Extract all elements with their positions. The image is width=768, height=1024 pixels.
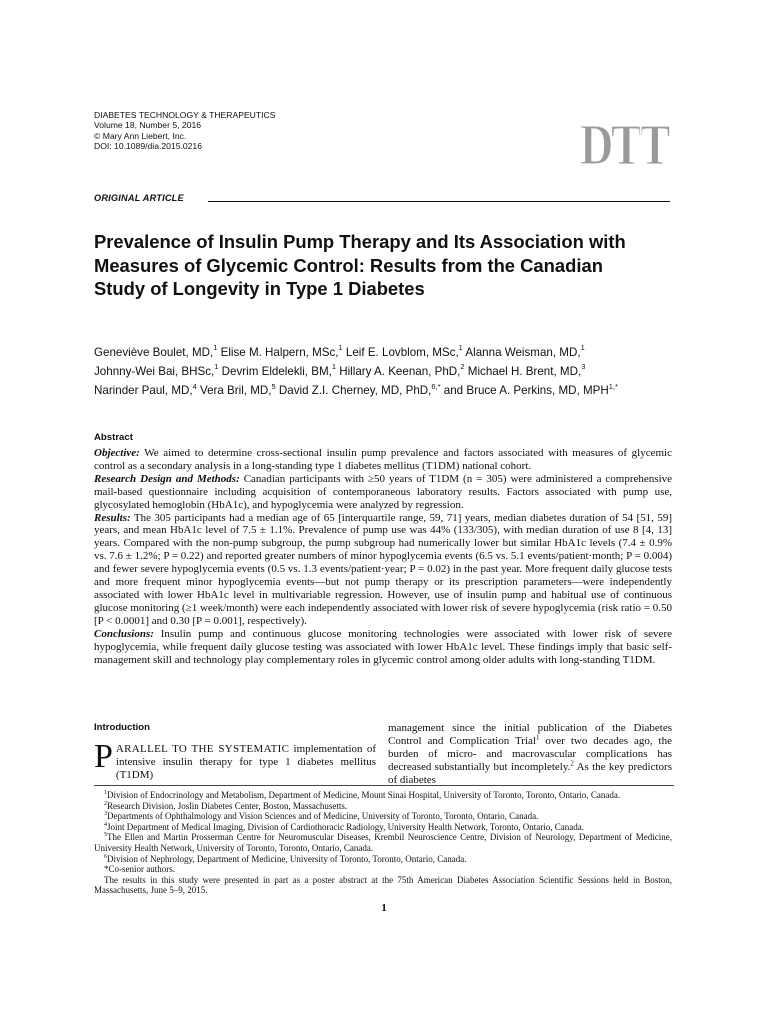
abstract-section-text: We aimed to determine cross-sectional insulin pump prevalence and factors associated with measures of glycemic control as a secondary analysis in a long-standing type 1 diabetes mellitus (T1DM) national cohort. (94, 447, 672, 472)
footnote (94, 822, 672, 833)
footnote (94, 854, 672, 865)
affiliation-footnotes (94, 790, 672, 896)
intro-right-text-c: As the key predictors of diabetes (388, 760, 672, 786)
intro-left-text: implementation of intensive insulin therapy for type 1 diabetes mellitus (T1DM) (115, 743, 376, 781)
article-type-rule (208, 201, 670, 202)
author-line (94, 343, 684, 362)
footnote-text: Joint Department of Medical Imaging, Division of Cardiothoracic Radiology, University Health Network, Toronto, Ontario, Canada. (107, 821, 585, 832)
author-name: Vera Bril, MD, (196, 384, 272, 398)
journal-logo (578, 112, 670, 177)
author-name: Elise M. Halpern, MSc, (217, 346, 339, 359)
author-list (94, 343, 684, 401)
footnote-mark: 2 (104, 800, 107, 807)
footnote-mark: 5 (104, 832, 107, 839)
author-name: Alanna Weisman, MD, (462, 346, 581, 359)
journal-copyright: © Mary Ann Liebert, Inc. (94, 130, 187, 141)
footnote-rule (94, 785, 674, 786)
footnote-mark: 1 (104, 790, 107, 796)
footnote-mark: 3 (104, 811, 107, 818)
footnote-text: Departments of Ophthalmology and Vision Sciences and of Medicine, University of Toronto, Toronto, Ontario, Canada. (107, 811, 539, 822)
footnote-text: Division of Nephrology, Department of Medicine, University of Toronto, Toronto, Ontario, Canada. (107, 853, 467, 864)
author-affiliation-mark: 1 (458, 343, 463, 353)
author-line (94, 381, 684, 400)
footnote-text: *Co-senior authors. (104, 864, 175, 875)
citation-2: 2 (570, 759, 574, 768)
abstract-body (94, 447, 672, 666)
intro-smallcaps: ARALLEL TO THE SYSTEMATIC (115, 743, 290, 755)
author-affiliation-mark: 1 (338, 343, 343, 353)
author-affiliation-mark: 3 (581, 362, 586, 372)
abstract-heading: Abstract (94, 432, 133, 443)
journal-doi: DOI: 10.1089/dia.2015.0216 (94, 141, 202, 152)
drop-cap: P (94, 738, 113, 775)
abstract-section-text: The 305 participants had a median age of 65 [interquartile range, 59, 71] years, median diabetes duration of 54 [51, 59] years, and mean HbA1c level of 7.5 ± 1.1%. Prevalence of pump use was 44% (133/305), with median duration of use 8 [4, 13] years. Compared with the non-pump subgroup, the pump subgroup had numerically lower but similar HbA1c levels (7.4 ± 0.9% vs. 7.6 ± 1.2%; P = 0.22) and reported greater numbers of minor hypoglycemia events (6.5 vs. 5.1 events/patient·month; P = 0.004) and fewer severe hypoglycemia events (0.5 vs. 1.3 events/patient·year; P = 0.02) in the past year. More frequent daily glucose tests and more frequent minor hypoglycemia events—but not pump therapy or its prescription parameters—were independently associated with lower HbA1c level in multivariable regression. However, use of insulin pump and habitual use of continuous glucose monitoring (≥1 week/month) were each independently associated with lower risk of severe hypoglycemia (risk ratio = 0.50 [P < 0.0001] and 0.30 [P = 0.001], respectively). (94, 511, 672, 627)
author-name: Johnny-Wei Bai, BHSc, (94, 365, 215, 379)
author-affiliation-mark: 1,* (608, 381, 618, 391)
author-name: Geneviève Boulet, MD, (94, 346, 214, 359)
abstract-section-text: Insulin pump and continuous glucose monitoring technologies were associated with lower risk of severe hypoglycemia, while frequent daily glucose testing was associated with lower HbA1c level. These findings imply that basic self-management skill and technology play complementary roles in glycemic control among older adults with long-standing T1DM. (94, 627, 672, 666)
introduction-left-column (94, 738, 376, 782)
article-title: Prevalence of Insulin Pump Therapy and Its Association with Measures of Glycemic Control: Results from the Canadian Study of Longevity in Type 1 Diabetes (94, 231, 626, 299)
journal-name: DIABETES TECHNOLOGY & THERAPEUTICS (94, 110, 276, 120)
author-affiliation-mark: 1 (580, 343, 585, 353)
author-affiliation-mark: 6,* (431, 381, 441, 391)
abstract-section (94, 512, 672, 628)
footnote (94, 811, 672, 822)
intro-right-text-b: over two decades ago, the burden of micro- and macrovascular complications has decreased substantially but incompletely. (388, 734, 672, 773)
footnote (94, 801, 672, 812)
author-name: and Bruce A. Perkins, MD, MPH (440, 384, 609, 398)
abstract-section-text: Canadian participants with ≥50 years of T1DM (n = 305) were administered a comprehensive mail-based questionnaire including acquisition of contemporaneous laboratory results. Factors associated with pump use, glycosylated hemoglobin (HbA1c), and hypoglycemia were analyzed by regression. (94, 472, 673, 511)
author-name: Michael H. Brent, MD, (464, 365, 582, 379)
abstract-section-label: Objective: (94, 447, 140, 459)
author-affiliation-mark: 4 (192, 381, 197, 391)
abstract-section-label: Research Design and Methods: (94, 472, 240, 485)
author-line (94, 362, 684, 381)
footnote-mark: 4 (104, 821, 107, 828)
abstract-section-label: Results: (94, 511, 131, 524)
abstract-section (94, 473, 672, 512)
introduction-right-column (388, 722, 672, 787)
abstract-section (94, 447, 672, 473)
author-name: Narinder Paul, MD, (94, 384, 193, 398)
footnote-text: Division of Endocrinology and Metabolism, Department of Medicine, Mount Sinai Hospital, University of Toronto, Toronto, Ontario, Canada. (107, 790, 621, 800)
footnote-mark: 6 (104, 853, 107, 860)
footnote (94, 832, 672, 853)
journal-volume: Volume 18, Number 5, 2016 (94, 120, 202, 131)
intro-right-text-a: management since the initial publication of the Diabetes Control and Complication Trial (388, 722, 672, 747)
author-name: David Z.I. Cherney, MD, PhD, (275, 384, 432, 398)
article-type-label: ORIGINAL ARTICLE (94, 193, 184, 203)
author-name: Leif E. Lovblom, MSc, (342, 346, 459, 359)
author-affiliation-mark: 1 (213, 343, 218, 353)
footnote-text: The Ellen and Martin Prosserman Centre for Neuromuscular Diseases, Krembil Neuroscience Centre, Division of Neurology, Department of Medicine, University Health Network, University of Toronto, Toronto, Ontario, Canada. (94, 832, 672, 853)
footnote-text: The results in this study were presented in part as a poster abstract at the 75th American Diabetes Association Scientific Sessions held in Boston, Massachusetts, June 5–9, 2015. (94, 874, 672, 896)
citation-1: 1 (535, 733, 540, 742)
footnote (94, 864, 672, 875)
page-number: 1 (381, 902, 387, 914)
introduction-heading: Introduction (94, 722, 150, 733)
abstract-section (94, 628, 672, 667)
author-affiliation-mark: 5 (271, 381, 276, 391)
author-affiliation-mark: 2 (460, 362, 465, 372)
author-name: Devrim Eldelekli, BM, (218, 365, 332, 379)
footnote (94, 875, 672, 896)
abstract-section-label: Conclusions: (94, 627, 154, 640)
journal-header (94, 110, 275, 152)
footnote-text: Research Division, Joslin Diabetes Center, Boston, Massachusetts. (107, 800, 348, 811)
author-name: Hillary A. Keenan, PhD, (336, 365, 461, 379)
author-affiliation-mark: 1 (214, 362, 219, 372)
footnote (94, 790, 672, 801)
author-affiliation-mark: 1 (331, 362, 337, 372)
svg-text:DTT: DTT (580, 112, 670, 177)
